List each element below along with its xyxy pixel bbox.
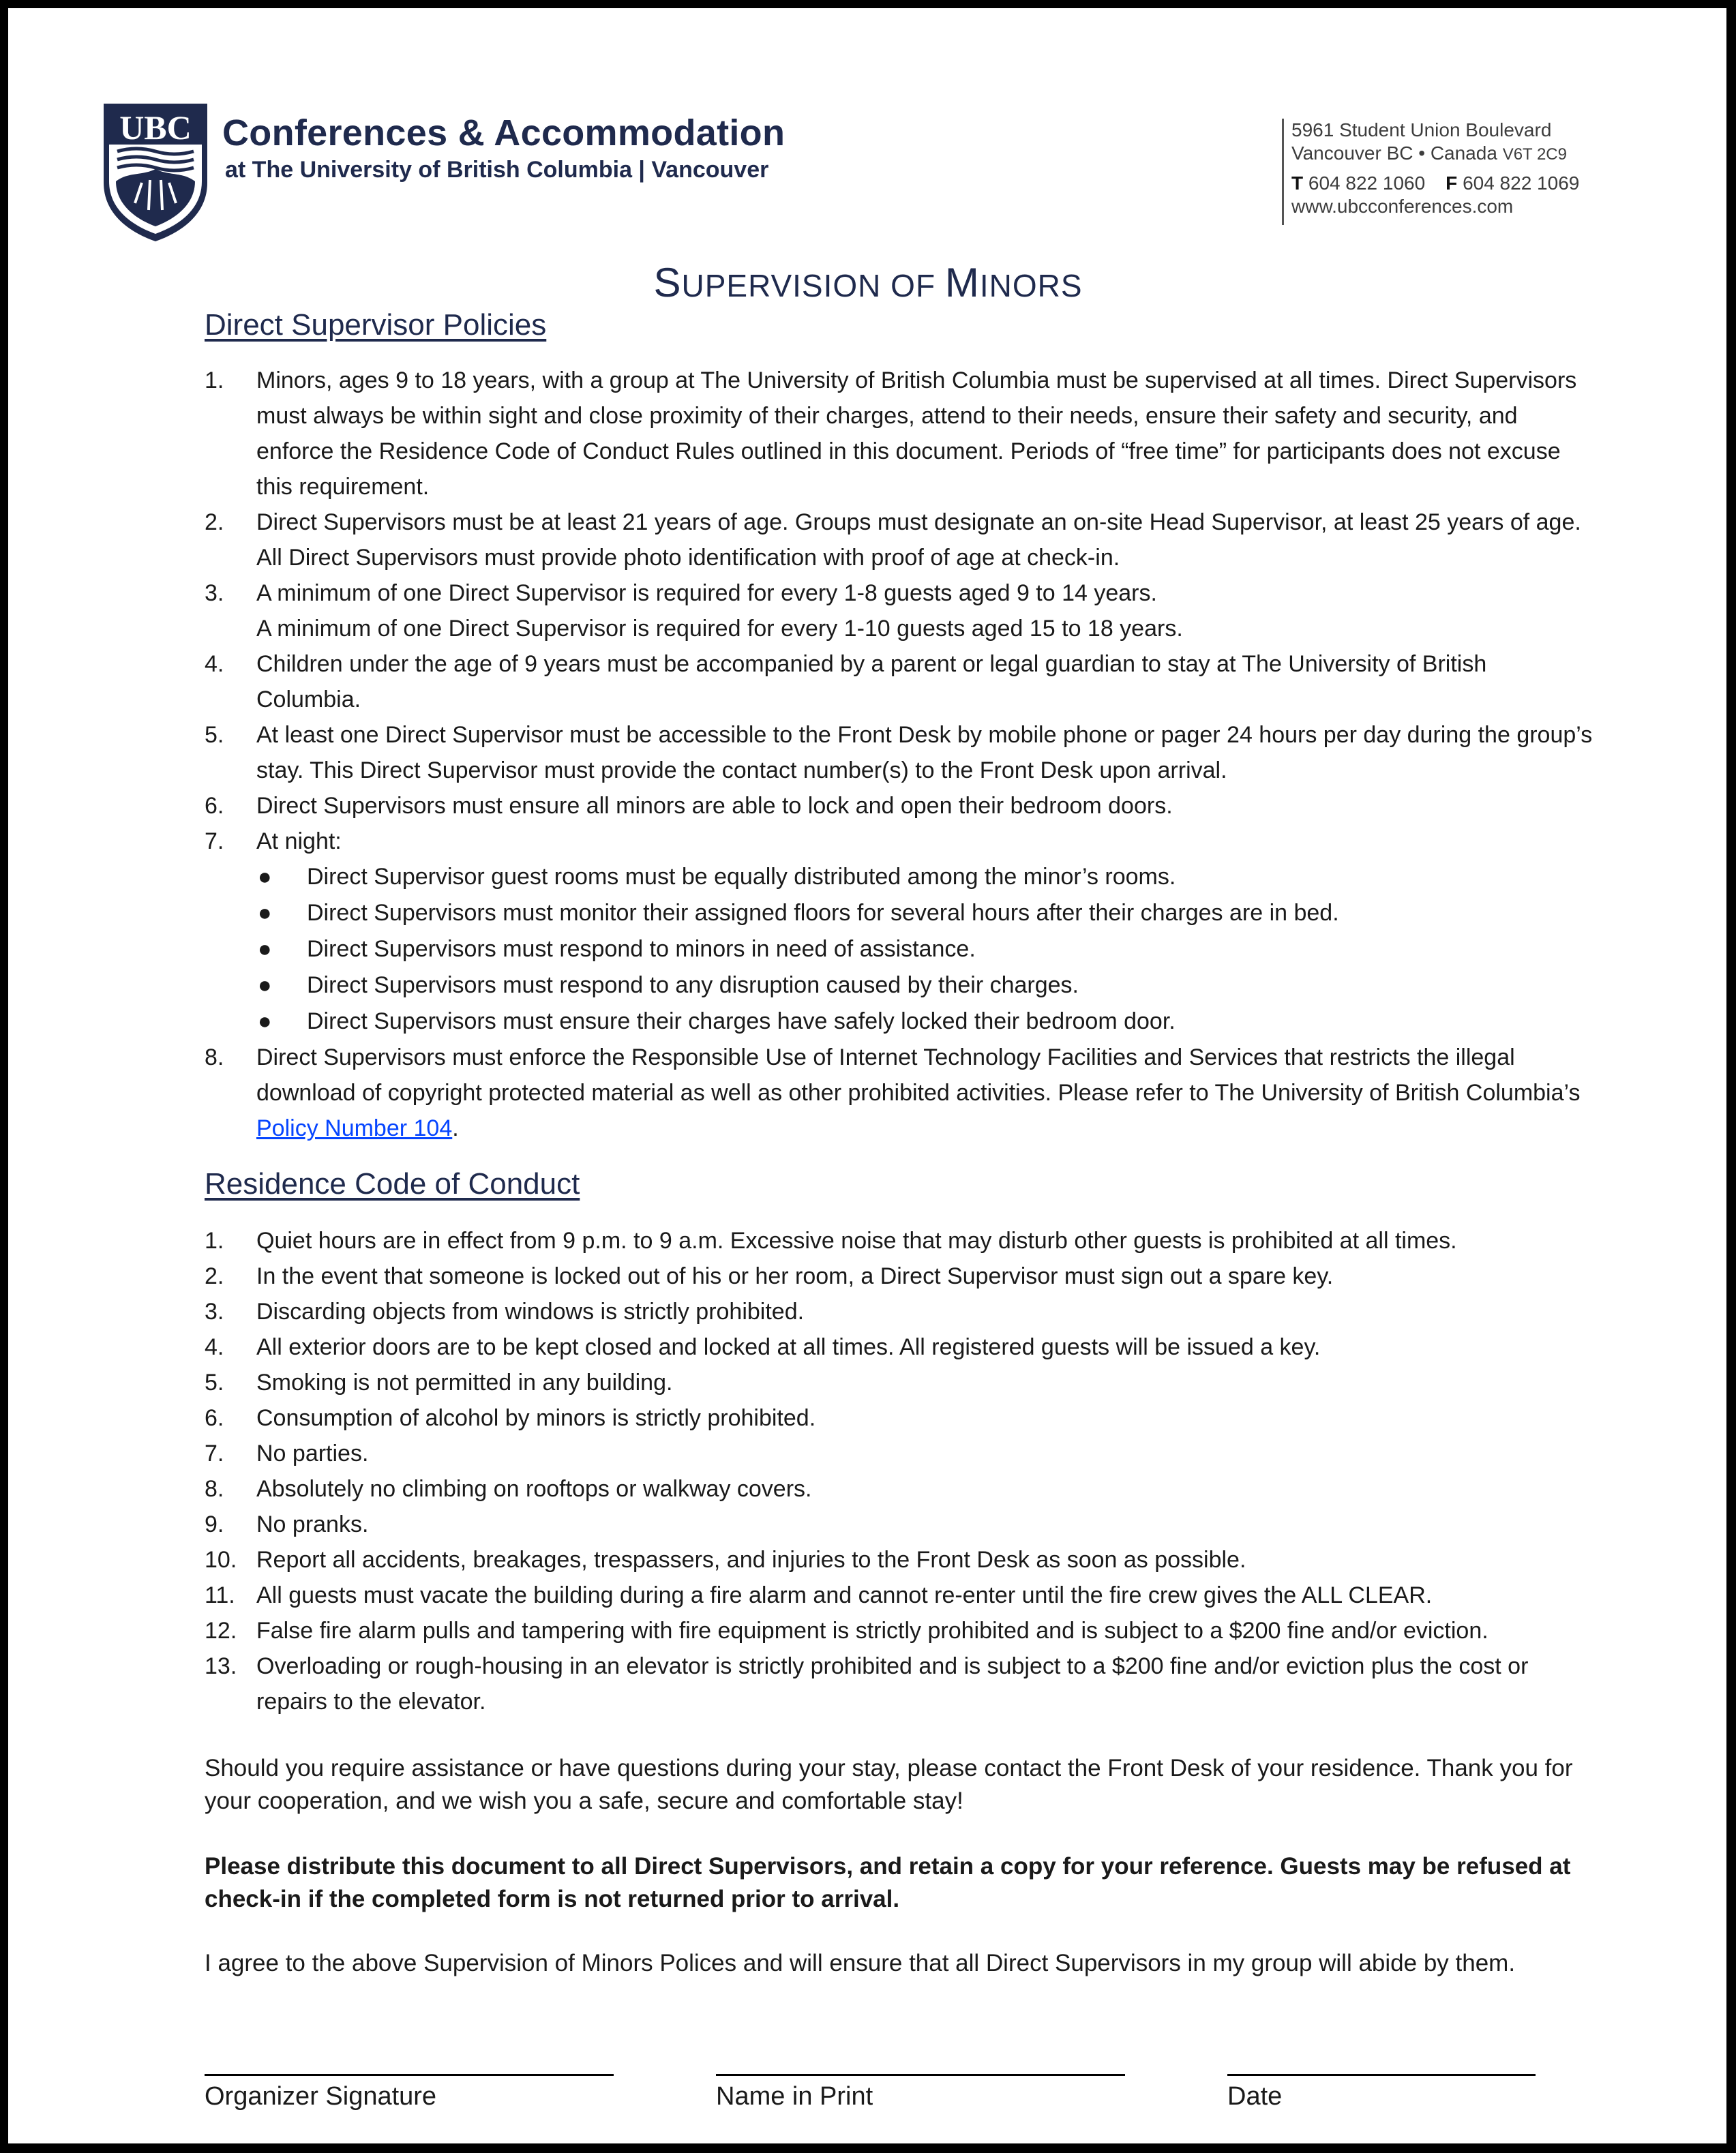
- bullet-item: ● Direct Supervisor guest rooms must be equally distributed among the minor’s rooms.: [205, 859, 1596, 895]
- page-title: SUPERVISION OF MINORS: [653, 260, 1083, 305]
- address-city: Vancouver BC • Canada V6T 2C9: [1291, 142, 1567, 164]
- list-item: 9. No pranks.: [205, 1511, 369, 1537]
- ubc-crest-logo: [101, 101, 210, 243]
- policy-list: [205, 363, 1596, 1146]
- name-in-print-label: Name in Print: [716, 2082, 873, 2111]
- date-line[interactable]: [1227, 2074, 1536, 2076]
- bullet-icon: ●: [258, 900, 272, 926]
- section-heading-direct-supervisor-policies: Direct Supervisor Policies: [205, 308, 547, 342]
- night-rules-list: [205, 859, 1596, 1040]
- organizer-signature-label: Organizer Signature: [205, 2082, 437, 2111]
- bullet-icon: ●: [258, 1008, 272, 1034]
- list-item: 4. Children under the age of 9 years must be accompanied by a parent or legal guardian to stay at The University of British Columbia.: [205, 651, 1487, 712]
- phone-label: T: [1291, 172, 1304, 194]
- section-heading-residence-code-of-conduct: Residence Code of Conduct: [205, 1167, 580, 1201]
- list-item: 2. In the event that someone is locked out of his or her room, a Direct Supervisor must sign out a spare key.: [205, 1263, 1334, 1289]
- list-item: 13. Overloading or rough-housing in an elevator is strictly prohibited and is subject to a $200 fine and/or eviction plus the cost or repairs to the elevator.: [205, 1653, 1529, 1715]
- bullet-item: ● Direct Supervisors must respond to any disruption caused by their charges.: [205, 967, 1596, 1004]
- bullet-icon: ●: [258, 972, 272, 998]
- list-item: 12. False fire alarm pulls and tampering with fire equipment is strictly prohibited and is subject to a $200 fine and/or eviction.: [205, 1618, 1488, 1644]
- bullet-icon: ●: [258, 936, 272, 962]
- assistance-paragraph: Should you require assistance or have questions during your stay, please contact the Front Desk of your residence. Thank you for your cooperation, and we wish you a safe, secure and comfortable stay!: [205, 1755, 1573, 1814]
- svg-text:UBC: UBC: [119, 108, 192, 147]
- list-item: 7. No parties.: [205, 1441, 369, 1466]
- list-item: 3. A minimum of one Direct Supervisor is required for every 1-8 guests aged 9 to 14 years. A minimum of one Direct Supervisor is required for every 1-10 guests aged 15 to 18 years.: [205, 580, 1183, 642]
- phone-number: 604 822 1060: [1308, 172, 1426, 194]
- website: www.ubcconferences.com: [1291, 196, 1514, 217]
- address-divider: [1282, 119, 1284, 225]
- list-item: 7. At night: ● Direct Supervisor guest rooms must be equally distributed among the minor’s rooms. ● Direct Supervisors must monitor their assigned floors for several hours after their charges are in bed. ● Direct Supervisors must respond to minors in need of assistance. ● Direct Supervisors must respond to any disruption caused by their charges. ● Direct Supervisors must ensure their charges have safely locked their bedroom door.: [205, 824, 1596, 1040]
- list-item: 6. Direct Supervisors must ensure all minors are able to lock and open their bedroom doors.: [205, 793, 1173, 819]
- list-item: 8. Absolutely no climbing on rooftops or walkway covers.: [205, 1476, 812, 1502]
- policy-104-link[interactable]: Policy Number 104: [256, 1115, 453, 1141]
- address-street: 5961 Student Union Boulevard: [1291, 119, 1552, 140]
- agreement-statement: I agree to the above Supervision of Minors Polices and will ensure that all Direct Supervisors in my group will abide by them.: [205, 1950, 1516, 1976]
- org-subtitle: at The University of British Columbia | Vancouver: [225, 157, 769, 183]
- list-item: 8. Direct Supervisors must enforce the Responsible Use of Internet Technology Facilities and Services that restricts the illegal download of copyright protected material as well as other prohibited activities. Please refer to The University of British Columbia’s Policy Number 104.: [205, 1044, 1581, 1141]
- bullet-item: ● Direct Supervisors must monitor their assigned floors for several hours after their charges are in bed.: [205, 895, 1596, 931]
- list-item: 11. All guests must vacate the building during a fire alarm and cannot re-enter until the fire crew gives the ALL CLEAR.: [205, 1582, 1433, 1608]
- list-item: 5. At least one Direct Supervisor must be accessible to the Front Desk by mobile phone or pager 24 hours per day during the group’s stay. This Direct Supervisor must provide the contact number(s) to the Front Desk upon arrival.: [205, 722, 1593, 783]
- list-item: 3. Discarding objects from windows is strictly prohibited.: [205, 1299, 805, 1325]
- distribution-notice: Please distribute this document to all Direct Supervisors, and retain a copy for your reference. Guests may be refused at check-in if the completed form is not returned prior to arrival.: [205, 1853, 1571, 1912]
- bullet-item: ● Direct Supervisors must respond to minors in need of assistance.: [205, 931, 1596, 967]
- list-item: 6. Consumption of alcohol by minors is strictly prohibited.: [205, 1405, 816, 1431]
- name-in-print-line[interactable]: [716, 2074, 1125, 2076]
- list-item: 10. Report all accidents, breakages, trespassers, and injuries to the Front Desk as soon as possible.: [205, 1547, 1246, 1573]
- contact-block: [1291, 119, 1579, 218]
- fax-label: F: [1446, 172, 1458, 194]
- list-item: 5. Smoking is not permitted in any building.: [205, 1370, 673, 1396]
- list-item: 1. Minors, ages 9 to 18 years, with a group at The University of British Columbia must be supervised at all times. Direct Supervisors must always be within sight and close proximity of their charges, attend to their needs, ensure their safety and security, and enforce the Residence Code of Conduct Rules outlined in this document. Periods of “free time” for participants does not excuse this requirement.: [205, 367, 1577, 500]
- list-item: 1. Quiet hours are in effect from 9 p.m. to 9 a.m. Excessive noise that may disturb other guests is prohibited at all times.: [205, 1228, 1457, 1254]
- list-item: 2. Direct Supervisors must be at least 21 years of age. Groups must designate an on-site Head Supervisor, at least 25 years of age. All Direct Supervisors must provide photo identification with proof of age at check-in.: [205, 509, 1581, 571]
- list-item: 4. All exterior doors are to be kept closed and locked at all times. All registered guests will be issued a key.: [205, 1334, 1321, 1360]
- date-label: Date: [1227, 2082, 1283, 2111]
- postal-code: V6T 2C9: [1502, 145, 1567, 164]
- organizer-signature-line[interactable]: [205, 2074, 614, 2076]
- bullet-item: ● Direct Supervisors must ensure their charges have safely locked their bedroom door.: [205, 1004, 1596, 1040]
- fax-number: 604 822 1069: [1463, 172, 1580, 194]
- org-name: Conferences & Accommodation: [222, 112, 785, 153]
- bullet-icon: ●: [258, 864, 272, 890]
- conduct-list: [205, 1223, 1596, 1719]
- phone-fax-line: [1291, 172, 1579, 195]
